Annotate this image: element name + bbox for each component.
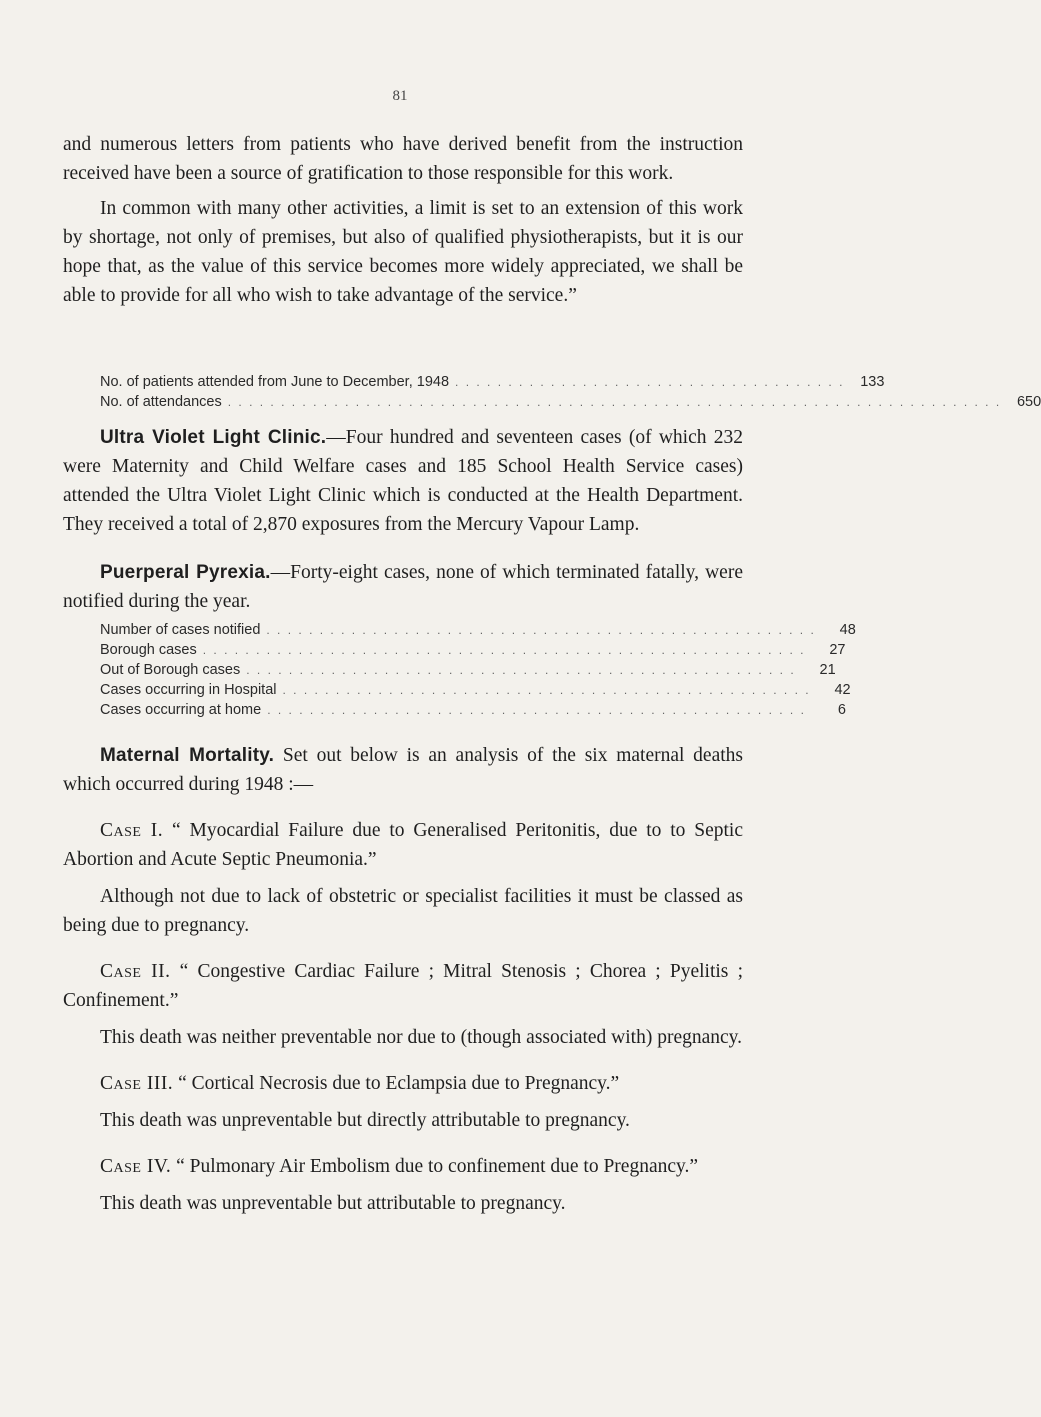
- row-value: 27: [829, 642, 846, 658]
- row-label: Cases occurring at home: [100, 702, 262, 718]
- case-2-note: This death was neither preventable nor due to (though associated with) pregnancy.: [100, 1027, 743, 1048]
- row-value: 48: [839, 622, 856, 638]
- leader-dots: . . . . . . . . . . . . . . . . . . . . . . . . . . . . . . . . . . . . . . . . . . . . . . . . . . . . . . . . .: [202, 643, 806, 657]
- leader-dots: . . . . . . . . . . . . . . . . . . . . . . . . . . . . . . . . . . . . . . . . . . . . . . . . . . . . . . . . . . . . . . . . . . . . . . . . .: [227, 395, 1002, 409]
- leader-dots: . . . . . . . . . . . . . . . . . . . . . . . . . . . . . . . . . . . . . . . . . . . . . . . . . . . .: [266, 623, 816, 637]
- leader-dots: . . . . . . . . . . . . . . . . . . . . . . . . . . . . . . . . . . . . .: [455, 375, 845, 389]
- pyrexia-section: [63, 558, 743, 616]
- intro-section: [63, 130, 743, 310]
- case-1-cause: [63, 816, 743, 874]
- row-label: Cases occurring in Hospital: [100, 682, 277, 698]
- case-cause-text: “ Myocardial Failure due to Generalised Peritonitis, due to to Septic Abortion and Acute Septic Pneumonia.”: [63, 820, 743, 870]
- uv-text: —Four hundred and seventeen cases (of which 232 were Maternity and Child Welfare cases and 185 School Health Service cases) attended the Ultra Violet Light Clinic which is conducted at the Health Department. They received a total of 2,870 exposures from the Mercury Vapour Lamp.: [63, 427, 743, 535]
- pyrexia-text: —Forty-eight cases, none of which terminated fatally, were notified during the year.: [63, 562, 743, 612]
- maternal-intro-text: Set out below is an analysis of the six maternal deaths which occurred during 1948 :—: [63, 745, 743, 795]
- row-value: 6: [837, 702, 846, 718]
- case-4-cause: [63, 1152, 743, 1181]
- case-3-cause: [63, 1069, 743, 1098]
- case-cause-text: “ Pulmonary Air Embolism due to confinement due to Pregnancy.”: [171, 1156, 699, 1177]
- row-label: Out of Borough cases: [100, 662, 241, 678]
- case-1-note: Although not due to lack of obstetric or specialist facilities it must be classed as being due to pregnancy.: [63, 886, 743, 936]
- pyrexia-table: [100, 620, 856, 720]
- table-row: [100, 660, 836, 680]
- row-label: Borough cases: [100, 642, 197, 658]
- page-number: 81: [392, 88, 408, 104]
- physio-stats-table: [100, 372, 1041, 412]
- maternal-intro-paragraph: [63, 741, 743, 799]
- row-value: 133: [860, 374, 885, 390]
- case-label: Case III.: [100, 1073, 174, 1094]
- table-row: [100, 372, 885, 392]
- case-4-note: This death was unpreventable but attributable to pregnancy.: [100, 1193, 566, 1214]
- leader-dots: . . . . . . . . . . . . . . . . . . . . . . . . . . . . . . . . . . . . . . . . . . . . . . . . . . . .: [246, 663, 796, 677]
- intro-paragraph-1: and numerous letters from patients who have derived benefit from the instruction received have been a source of gratification to those responsible for this work.: [63, 134, 743, 184]
- table-row: [100, 392, 1041, 412]
- case-label: Case I.: [100, 820, 164, 841]
- case-2-cause: [63, 957, 743, 1015]
- intro-paragraph-2: In common with many other activities, a limit is set to an extension of this work by shortage, not only of premises, but also of qualified physiotherapists, but it is our hope that, as the value of this service becomes more widely appreciated, we shall be able to provide for all who wish to take advantage of the service.”: [63, 198, 743, 306]
- leader-dots: . . . . . . . . . . . . . . . . . . . . . . . . . . . . . . . . . . . . . . . . . . . . . . . . . . .: [267, 703, 806, 717]
- table-row: [100, 700, 846, 720]
- section-heading: Ultra Violet Light Clinic.: [100, 427, 327, 448]
- row-value: 21: [819, 662, 836, 678]
- pyrexia-paragraph: [63, 558, 743, 616]
- uv-clinic-section: [63, 423, 743, 539]
- section-heading: Puerperal Pyrexia.: [100, 562, 271, 583]
- section-heading: Maternal Mortality.: [100, 745, 275, 766]
- row-label: No. of attendances: [100, 394, 222, 410]
- row-label: No. of patients attended from June to December, 1948: [100, 374, 450, 390]
- row-value: 42: [834, 682, 851, 698]
- uv-paragraph: [63, 423, 743, 539]
- case-cause-text: “ Congestive Cardiac Failure ; Mitral Stenosis ; Chorea ; Pyelitis ; Confinement.”: [63, 961, 743, 1011]
- case-label: Case II.: [100, 961, 171, 982]
- case-cause-text: “ Cortical Necrosis due to Eclampsia due to Pregnancy.”: [173, 1073, 620, 1094]
- row-value: 650: [1016, 394, 1041, 410]
- case-label: Case IV.: [100, 1156, 172, 1177]
- maternal-mortality-section: [63, 741, 743, 1218]
- table-row: [100, 640, 846, 660]
- leader-dots: . . . . . . . . . . . . . . . . . . . . . . . . . . . . . . . . . . . . . . . . . . . . . . . . . .: [282, 683, 811, 697]
- case-3-note: This death was unpreventable but directly attributable to pregnancy.: [100, 1110, 630, 1131]
- table-row: [100, 620, 856, 640]
- table-row: [100, 680, 851, 700]
- row-label: Number of cases notified: [100, 622, 261, 638]
